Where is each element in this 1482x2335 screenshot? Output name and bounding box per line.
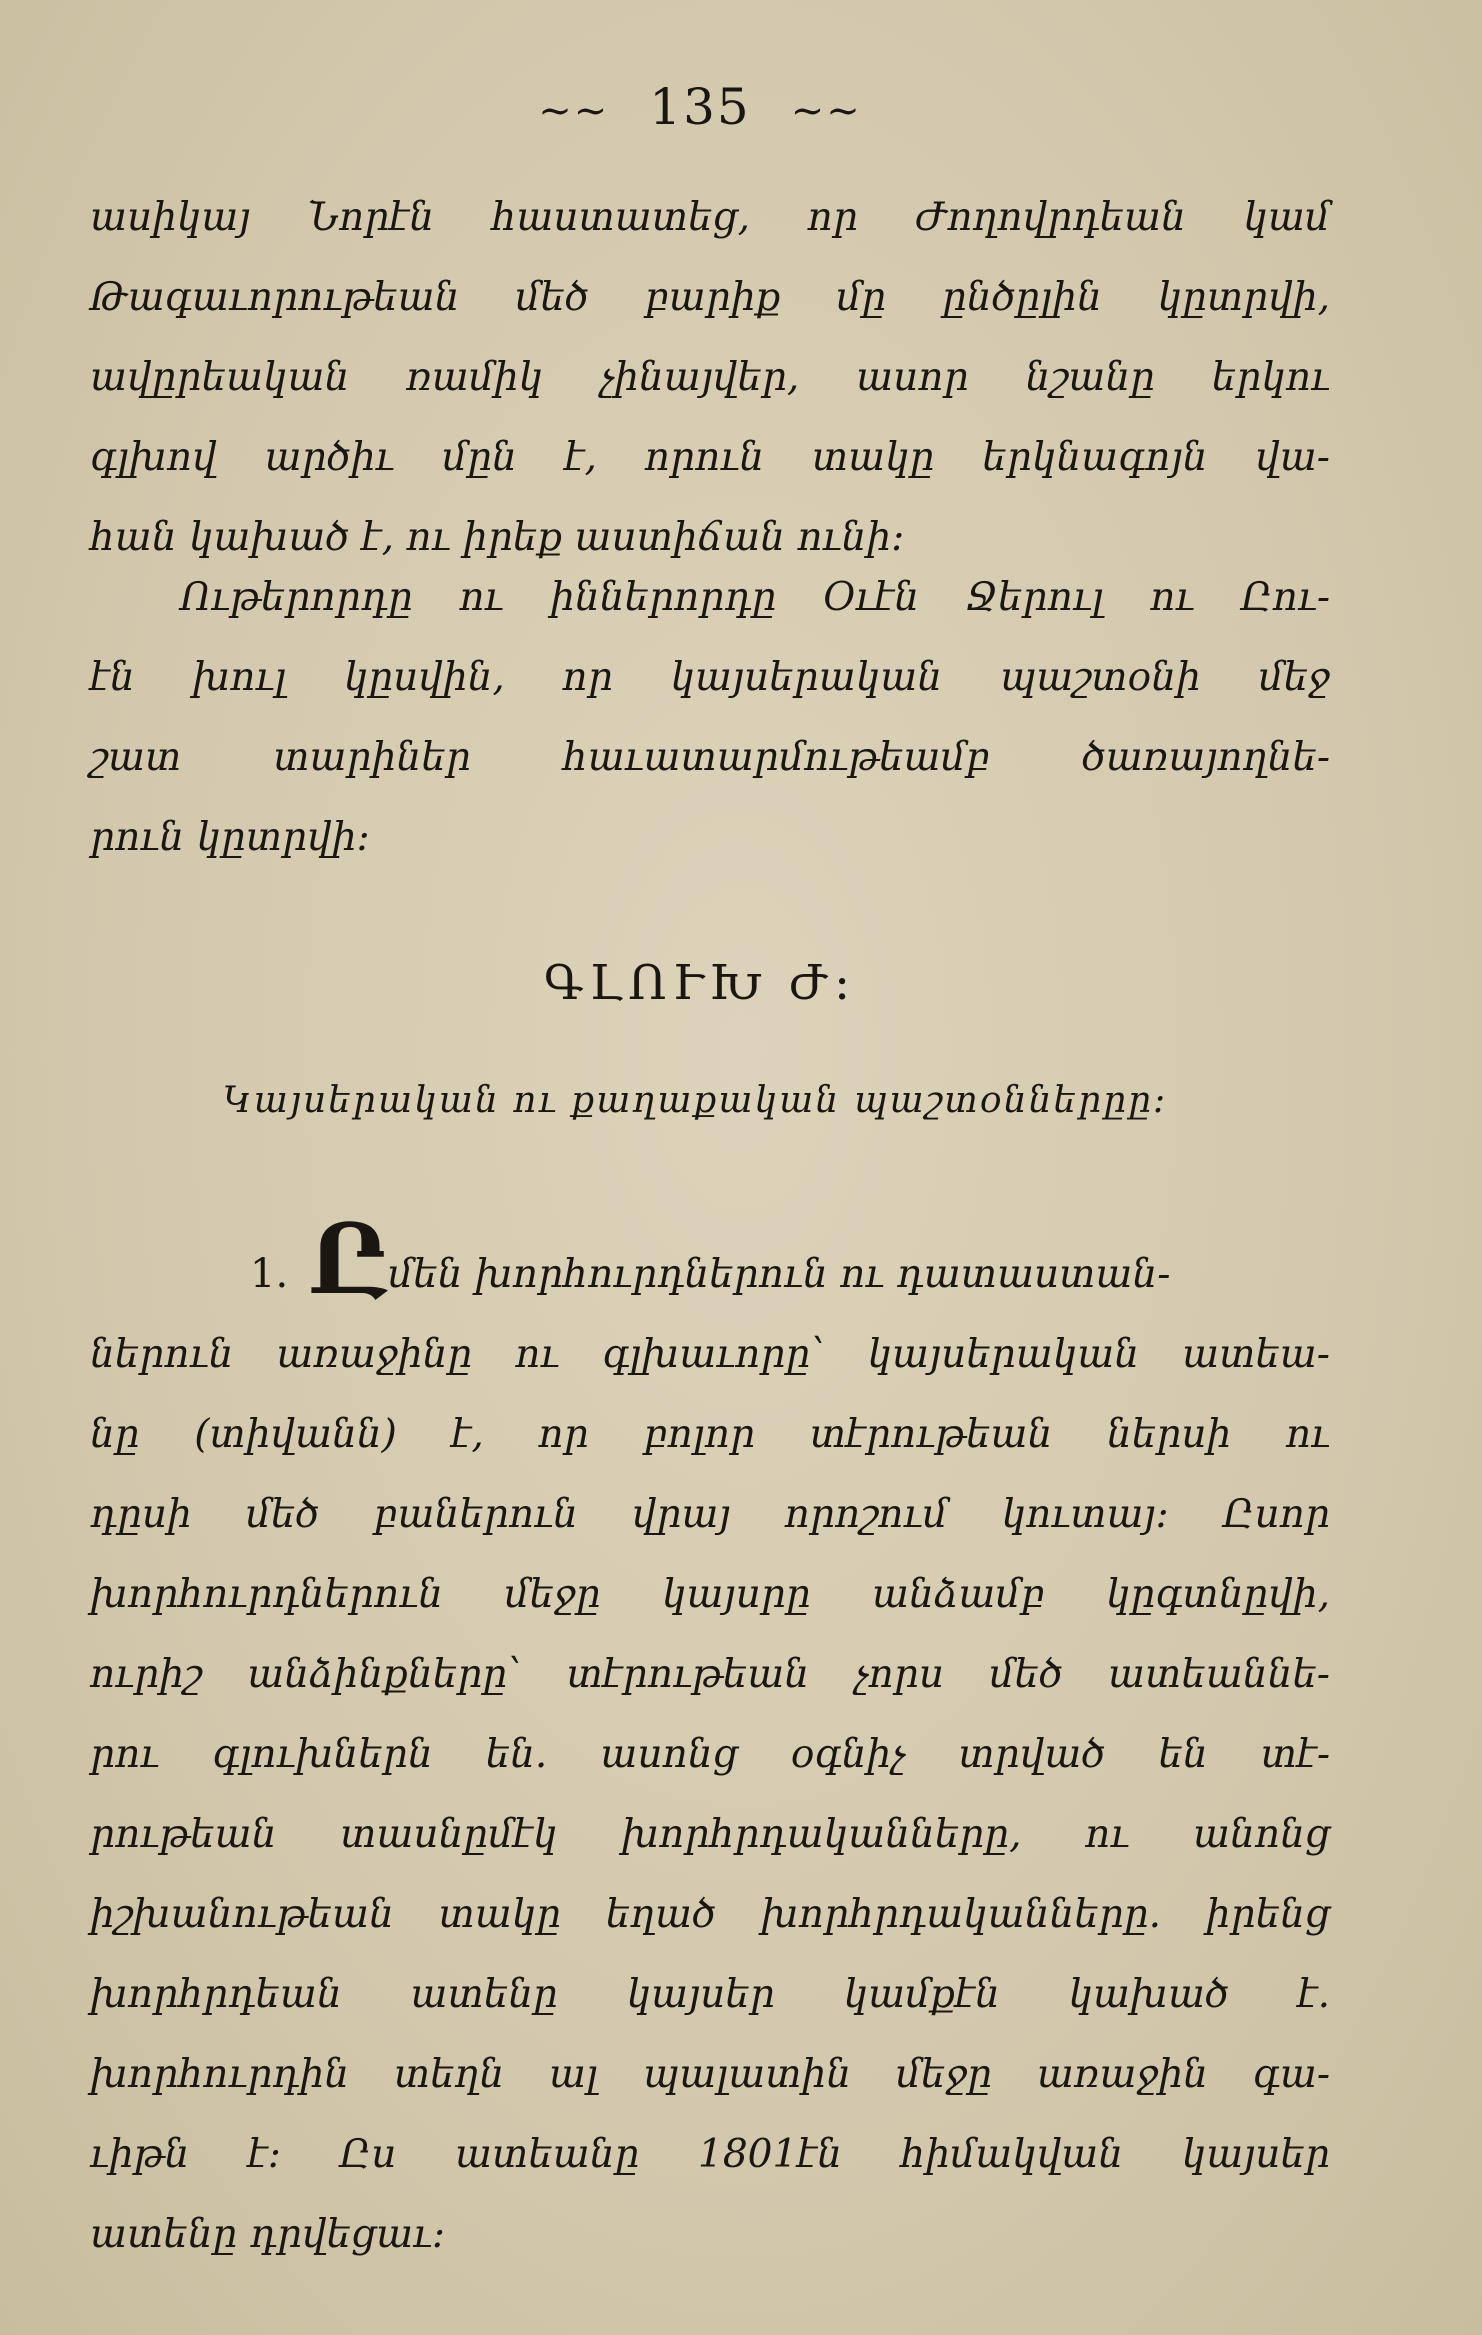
text-line: նը (տիվանն) է, որ բոլոր տէրութեան ներսի ու	[90, 1412, 1330, 1457]
text-line: ւիթն է։ Ըս ատեանը 1801էն հիմակվան կայսեր	[90, 2132, 1330, 2177]
text-line: րութեան տասնըմէկ խորհրդականները, ու անոնց	[90, 1812, 1330, 1857]
text-line: դըսի մեծ բաներուն վրայ որոշում կուտայ։ Ըսոր	[90, 1492, 1330, 1537]
text-line: էն խուլ կըսվին, որ կայսերական պաշտօնի մեջ	[90, 655, 1330, 700]
text-line: հան կախած է, ու իրեք աստիճան ունի։	[90, 515, 905, 560]
text-line: մեն խորհուրդներուն ու դատաստան-	[388, 1252, 1171, 1297]
ornament-right: ~~	[790, 88, 862, 134]
text-line: րու գլուխներն են. ասոնց օգնիչ տրված են տէ-	[90, 1732, 1330, 1777]
text-line: Թագաւորութեան մեծ բարիք մը ընծըլին կըտրվի,	[90, 275, 1330, 320]
text-line: ուրիշ անձինքները՝ տէրութեան չորս մեծ ատեաննե-	[90, 1652, 1330, 1697]
text-line: ասիկայ Նորէն հաստատեց, որ Ժողովրդեան կամ	[90, 195, 1330, 240]
text-line: խորհրդեան ատենը կայսեր կամքէն կախած է.	[90, 1972, 1330, 2017]
text-line: ներուն առաջինը ու գլխաւորը՝ կայսերական ատեա-	[90, 1332, 1330, 1377]
paragraph-3	[90, 1203, 1330, 2275]
page-number: 135	[649, 78, 751, 136]
page-header	[0, 78, 1400, 136]
section-number: 1.	[250, 1251, 289, 1297]
text-line: շատ տարիներ հաւատարմութեամբ ծառայողնե-	[90, 735, 1330, 780]
chapter-title: ԳԼՈՒԽ Ժ։	[543, 955, 857, 1011]
text-line: րուն կըտրվի։	[90, 815, 370, 860]
drop-cap: Ը	[308, 1203, 388, 1316]
chapter-subtitle: Կայսերական ու քաղաքական պաշտօններըը։	[222, 1080, 1168, 1121]
text-line: ավըրեական ռամիկ չինայվեր, ասոր նշանը երկու	[90, 355, 1330, 400]
text-line: Ութերորդը ու իններորդը Օւէն Ջերուլ ու Ըու-	[180, 575, 1330, 620]
text-line: իշխանութեան տակը եղած խորհրդականները. իրենց	[90, 1892, 1330, 1937]
paragraph-1	[90, 178, 1330, 578]
first-line	[90, 1203, 1330, 1316]
text-line: խորհուրդներուն մեջը կայսրը անձամբ կըգտնըվի,	[90, 1572, 1330, 1617]
text-line: ատենը դրվեցաւ։	[90, 2212, 446, 2257]
ornament-left: ~~	[538, 88, 610, 134]
text-line: գլխով արծիւ մըն է, որուն տակը երկնագոյն վա-	[90, 435, 1330, 480]
text-line: խորհուրդին տեղն ալ պալատին մեջը առաջին գա-	[90, 2052, 1330, 2097]
paragraph-2	[90, 558, 1330, 878]
